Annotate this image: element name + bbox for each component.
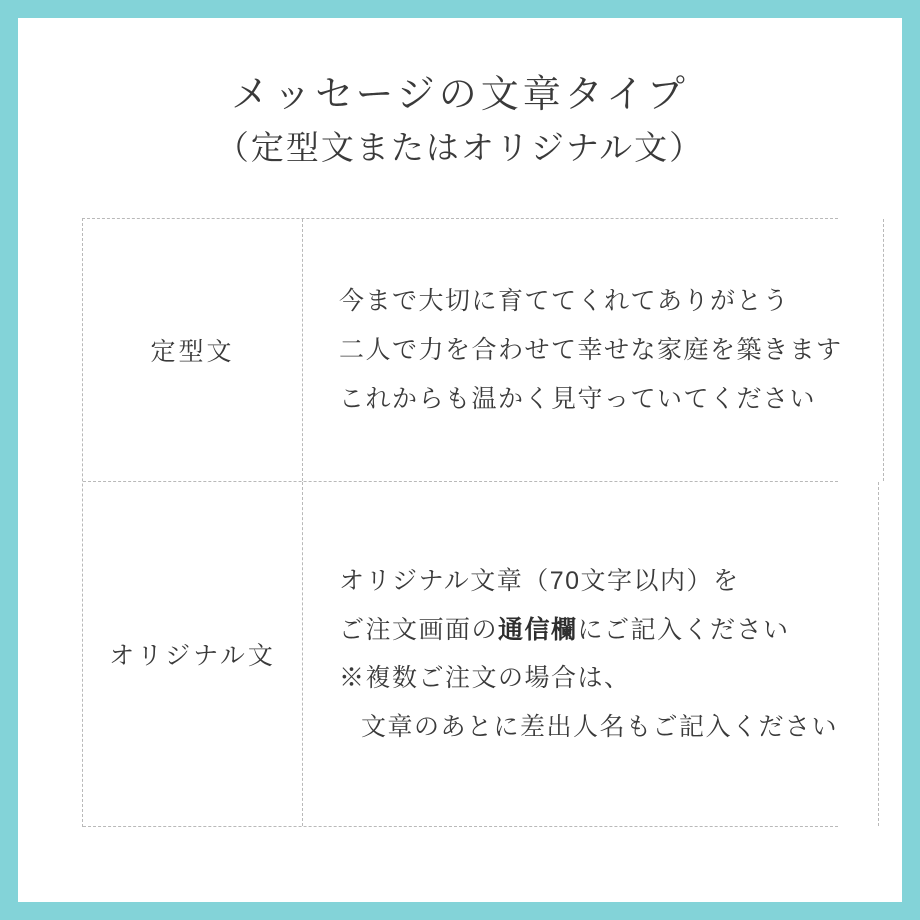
row-label-original-text: オリジナル文 xyxy=(83,482,303,826)
message-type-table xyxy=(82,218,843,827)
page-title: メッセージの文章タイプ xyxy=(231,74,689,116)
table-row xyxy=(83,482,838,827)
body-line-suffix: にご記入ください xyxy=(577,615,790,644)
body-line-prefix: ご注文画面の xyxy=(339,615,499,644)
body-line: 今まで大切に育ててくれてありがとう xyxy=(339,287,790,316)
body-line: 二人で力を合わせて幸せな家庭を築きます xyxy=(339,336,843,365)
body-line: 文章のあとに差出人名もご記入ください xyxy=(361,713,839,742)
body-line-with-emphasis xyxy=(339,606,838,655)
emphasis-message-field: 通信欄 xyxy=(498,615,578,644)
body-line: オリジナル文章（70文字以内）を xyxy=(339,566,740,595)
body-line: これからも温かく見守っていてください xyxy=(339,384,817,413)
row-label-fixed-text: 定型文 xyxy=(83,219,303,481)
body-line: ※複数ご注文の場合は、 xyxy=(339,664,631,693)
content-canvas xyxy=(18,18,902,902)
row-body-original-text xyxy=(303,482,879,826)
page-subtitle: （定型文またはオリジナル文） xyxy=(215,129,705,167)
page-title-block xyxy=(18,18,902,171)
row-body-fixed-text xyxy=(303,219,884,481)
table-row xyxy=(83,219,843,482)
